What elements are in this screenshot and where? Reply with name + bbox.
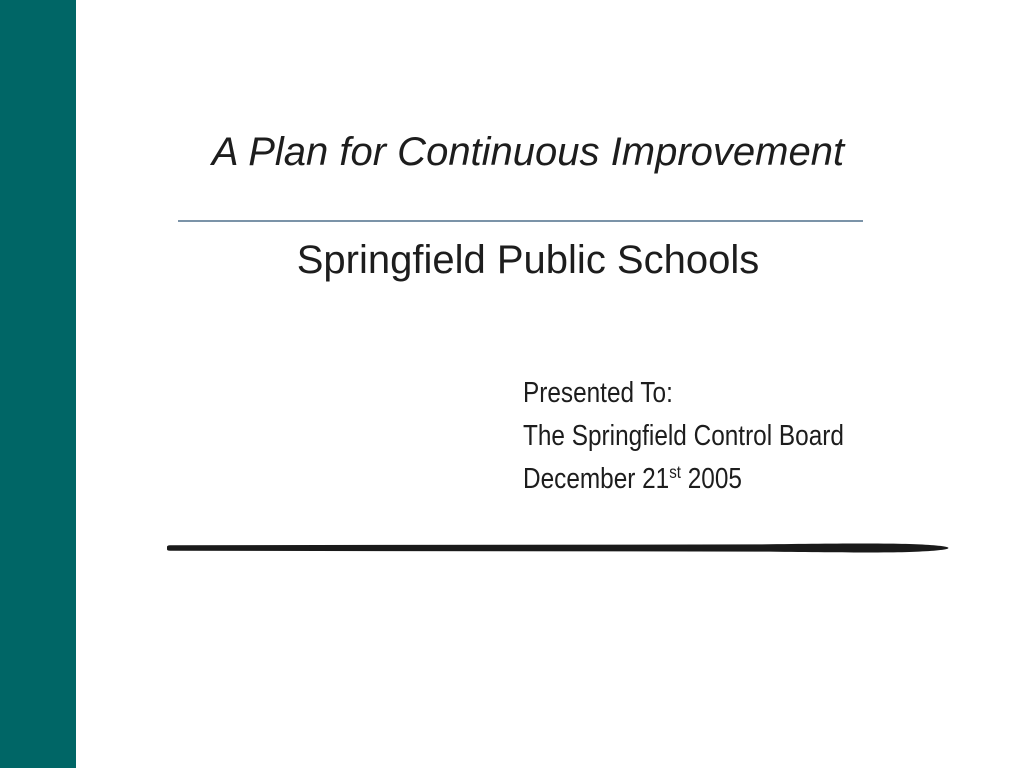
presented-to-block	[523, 372, 844, 501]
presented-to-date	[523, 458, 844, 501]
bottom-rule-stroke	[167, 543, 949, 552]
left-accent-band	[0, 0, 76, 768]
date-year: 2005	[680, 463, 742, 495]
presented-to-label: Presented To:	[523, 377, 673, 409]
title-divider-line	[178, 220, 863, 222]
date-day: December 21	[523, 463, 670, 495]
slide-subtitle: Springfield Public Schools	[296, 238, 760, 282]
date-ordinal-suffix: st	[669, 462, 681, 482]
presented-to-audience: The Springfield Control Board	[523, 420, 844, 452]
bottom-rule	[167, 541, 955, 555]
slide-title: A Plan for Continuous Improvement	[211, 130, 845, 174]
